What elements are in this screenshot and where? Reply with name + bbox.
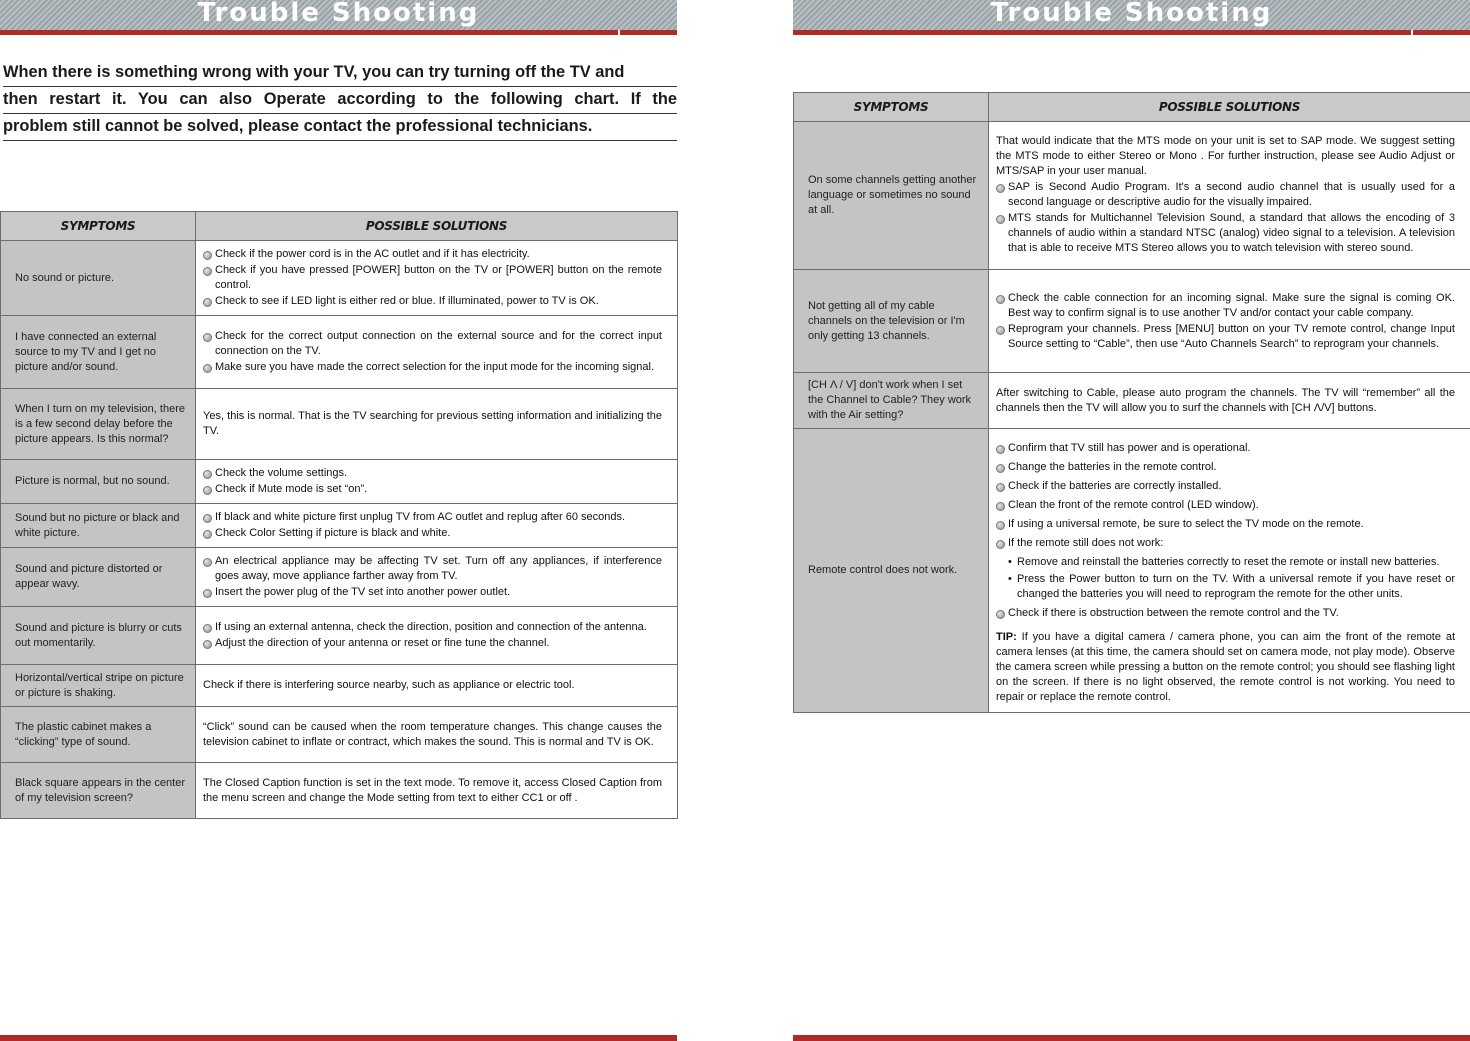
symptom-cell: Sound and picture distorted or appear wavy. xyxy=(1,548,196,607)
left-page xyxy=(0,0,677,1041)
solutions-header: POSSIBLE SOLUTIONS xyxy=(196,212,678,241)
table-row xyxy=(1,504,678,548)
solution-item: If black and white picture first unplug TV from AC outlet and replug after 60 seconds. xyxy=(203,510,662,525)
solution-cell xyxy=(196,548,678,607)
solution-cell xyxy=(989,122,1470,270)
solution-cell: Check if there is interfering source nearby, such as appliance or electric tool. xyxy=(196,665,678,707)
symptom-cell: Remote control does not work. xyxy=(794,429,989,713)
table-row xyxy=(1,460,678,504)
symptom-cell: Sound but no picture or black and white picture. xyxy=(1,504,196,548)
solution-cell: After switching to Cable, please auto program the channels. The TV will “remember” all the channels then the TV will allow you to surf the channels with [CH Λ/V] buttons. xyxy=(989,373,1470,429)
table-row xyxy=(1,607,678,665)
solution-item: Check Color Setting if picture is black and white. xyxy=(203,526,662,541)
header-rule xyxy=(793,30,1470,35)
solution-item: Reprogram your channels. Press [MENU] button on your TV remote control, change Input Source setting to “Cable”, then use “Auto Channels Search” to reprogram your channels. xyxy=(996,322,1455,352)
solution-item: Check if the batteries are correctly installed. xyxy=(996,479,1455,494)
solution-cell xyxy=(196,504,678,548)
intro-line-2: then restart it. You can also Operate according to the following chart. If the xyxy=(3,87,677,114)
footer-rule xyxy=(793,1035,1470,1041)
solution-cell xyxy=(196,460,678,504)
right-page xyxy=(793,0,1470,1041)
page-title: Trouble Shooting xyxy=(197,0,480,28)
solution-item: Make sure you have made the correct selection for the input mode for the incoming signal. xyxy=(203,360,662,375)
table-row xyxy=(794,429,1470,713)
sub-item: • Remove and reinstall the batteries correctly to reset the remote or install new batteries. xyxy=(1008,555,1455,570)
table-row xyxy=(794,270,1470,373)
solutions-header: POSSIBLE SOLUTIONS xyxy=(989,93,1470,122)
intro-line-1: When there is something wrong with your TV, you can try turning off the TV and xyxy=(3,60,677,87)
symptom-cell: Horizontal/vertical stripe on picture or picture is shaking. xyxy=(1,665,196,707)
troubleshooting-table-right xyxy=(793,92,1470,713)
header-banner xyxy=(0,0,677,30)
tip-label: TIP: xyxy=(996,630,1017,643)
intro-paragraph xyxy=(3,60,677,141)
solution-item: Insert the power plug of the TV set into another power outlet. xyxy=(203,585,662,600)
symptom-cell: Not getting all of my cable channels on the television or I'm only getting 13 channels. xyxy=(794,270,989,373)
solution-item: If using a universal remote, be sure to select the TV mode on the remote. xyxy=(996,517,1455,532)
solution-item: If using an external antenna, check the direction, position and connection of the antenna. xyxy=(203,620,662,635)
solution-cell: Yes, this is normal. That is the TV searching for previous setting information and initializing the TV. xyxy=(196,389,678,460)
table-row xyxy=(1,763,678,819)
symptom-cell: [CH Λ / V] don't work when I set the Channel to Cable? They work with the Air setting? xyxy=(794,373,989,429)
table-row xyxy=(1,665,678,707)
solution-cell xyxy=(196,241,678,316)
table-row xyxy=(1,548,678,607)
solution-item: Check if you have pressed [POWER] button on the TV or [POWER] button on the remote control. xyxy=(203,263,662,293)
solution-cell: “Click” sound can be caused when the room temperature changes. This change causes the television cabinet to inflate or contract, which makes the sound. This is normal and TV is OK. xyxy=(196,707,678,763)
symptom-cell: Picture is normal, but no sound. xyxy=(1,460,196,504)
symptom-cell: I have connected an external source to my TV and I get no picture and/or sound. xyxy=(1,316,196,389)
symptom-cell: The plastic cabinet makes a “clicking” type of sound. xyxy=(1,707,196,763)
symptom-cell: Black square appears in the center of my television screen? xyxy=(1,763,196,819)
solution-item: An electrical appliance may be affecting TV set. Turn off any appliances, if interference goes away, move appliance farther away from TV. xyxy=(203,554,662,584)
sub-item: • Press the Power button to turn on the TV. With a universal remote if you have reset or changed the batteries you will need to reprogram the remote for the other units. xyxy=(1008,572,1455,602)
solution-item: Check to see if LED light is either red or blue. If illuminated, power to TV is OK. xyxy=(203,294,662,309)
solution-cell: The Closed Caption function is set in the text mode. To remove it, access Closed Caption from the menu screen and change the Mode setting from text to either CC1 or off . xyxy=(196,763,678,819)
solution-item: MTS stands for Multichannel Television Sound, a standard that allows the encoding of 3 channels of audio within a standard NTSC (analog) video signal to a television. A television that is able to receive MTS Stereo allows you to watch television with stereo sound. xyxy=(996,211,1455,256)
symptom-cell: On some channels getting another language or sometimes no sound at all. xyxy=(794,122,989,270)
troubleshooting-table-left xyxy=(0,211,678,819)
solution-item: Check if there is obstruction between the remote control and the TV. xyxy=(996,606,1455,621)
solution-cell xyxy=(196,607,678,665)
symptom-cell: Sound and picture is blurry or cuts out momentarily. xyxy=(1,607,196,665)
table-row xyxy=(1,241,678,316)
solution-text: That would indicate that the MTS mode on your unit is set to SAP mode. We suggest setting the MTS mode to either Stereo or Mono . For further instruction, please see Audio Adjust or MTS/SAP in your user manual. xyxy=(996,135,1455,177)
solution-cell xyxy=(989,270,1470,373)
solution-item: Adjust the direction of your antenna or reset or fine tune the channel. xyxy=(203,636,662,651)
solution-item: Check the cable connection for an incoming signal. Make sure the signal is coming OK. Best way to confirm signal is to use another TV and/or contact your cable company. xyxy=(996,291,1455,321)
table-row xyxy=(1,389,678,460)
solution-item: SAP is Second Audio Program. It's a second audio channel that is usually used for a second language or descriptive audio for the visually impaired. xyxy=(996,180,1455,210)
solution-item: If the remote still does not work: xyxy=(996,536,1455,551)
solution-item: Check for the correct output connection on the external source and for the correct input connection on the TV. xyxy=(203,329,662,359)
solution-item: Confirm that TV still has power and is operational. xyxy=(996,441,1455,456)
table-row xyxy=(794,122,1470,270)
table-row xyxy=(794,373,1470,429)
solution-item: Clean the front of the remote control (LED window). xyxy=(996,498,1455,513)
solution-item: Change the batteries in the remote control. xyxy=(996,460,1455,475)
intro-line-3: problem still cannot be solved, please contact the professional technicians. xyxy=(3,114,677,141)
solution-cell xyxy=(989,429,1470,713)
solution-cell xyxy=(196,316,678,389)
table-row xyxy=(1,316,678,389)
header-banner xyxy=(793,0,1470,30)
symptom-cell: When I turn on my television, there is a few second delay before the picture appears. Is this normal? xyxy=(1,389,196,460)
solution-item: Check if the power cord is in the AC outlet and if it has electricity. xyxy=(203,247,662,262)
symptoms-header: SYMPTOMS xyxy=(794,93,989,122)
tip-text: If you have a digital camera / camera phone, you can aim the front of the remote at camera lenses (at this time, the camera should set on camera mode, not play mode). Observe the camera screen while pressing a button on the remote control; you should see flashing light on the screen. If there is no light observed, the remote control is not working. You need to repair or replace the remote control. xyxy=(996,630,1455,703)
solution-item: Check if Mute mode is set “on”. xyxy=(203,482,662,497)
tip-paragraph xyxy=(996,630,1455,705)
solution-item: Check the volume settings. xyxy=(203,466,662,481)
header-rule xyxy=(0,30,677,35)
symptoms-header: SYMPTOMS xyxy=(1,212,196,241)
symptom-cell: No sound or picture. xyxy=(1,241,196,316)
footer-rule xyxy=(0,1035,677,1041)
table-row xyxy=(1,707,678,763)
page-title: Trouble Shooting xyxy=(990,0,1273,28)
